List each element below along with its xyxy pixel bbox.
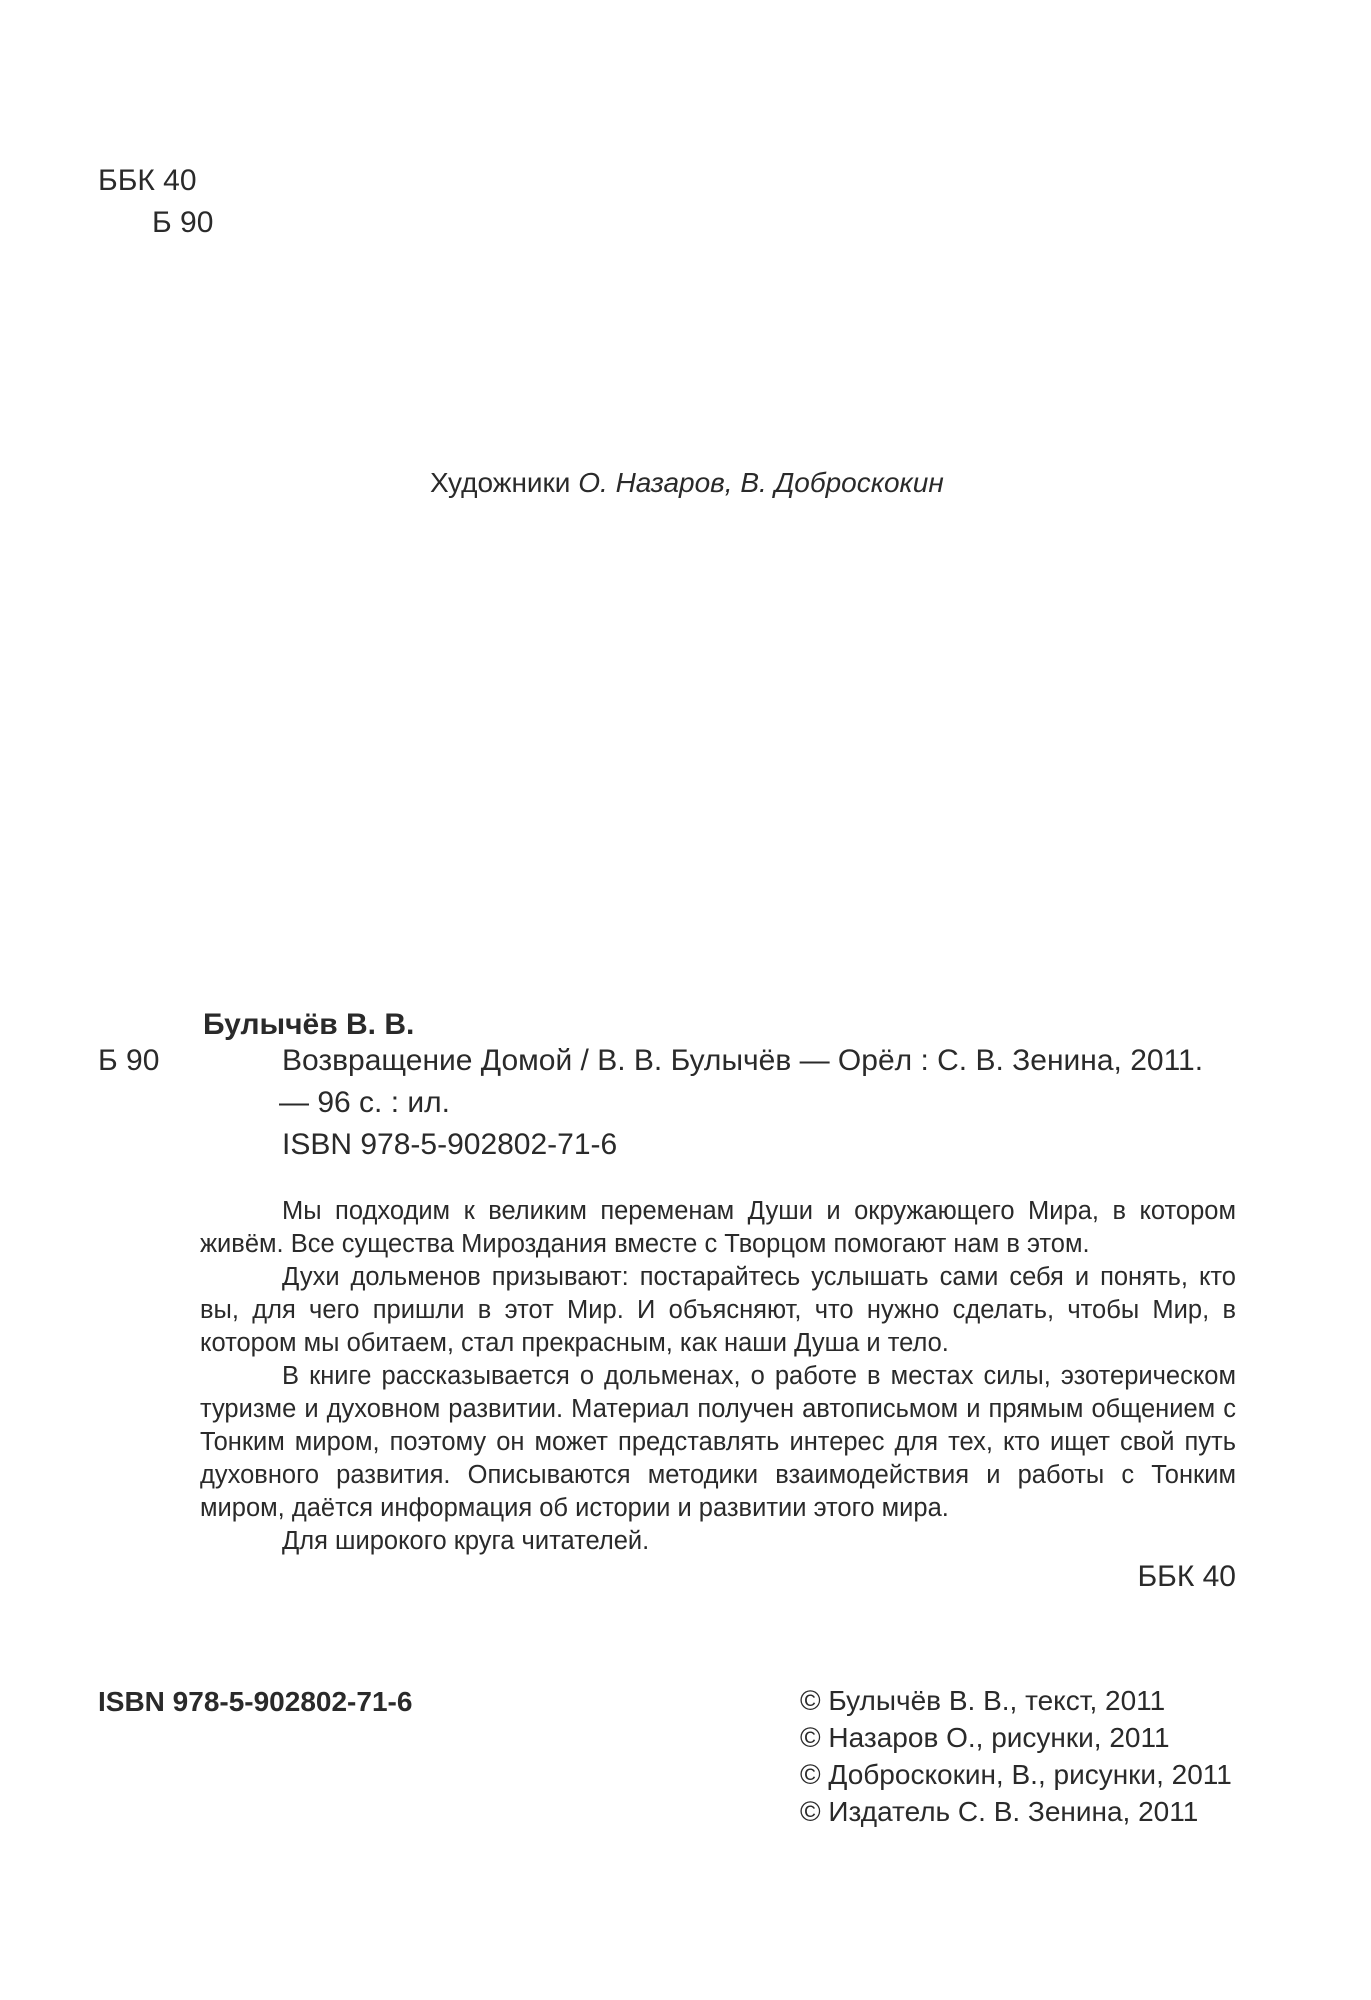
annotation-paragraph: В книге рассказывается о дольменах, о работе в местах силы, эзотерическом туризме и духовном развитии. Материал получен автописьмом и прямым общением с Тонким миром, поэтому он может представлять интерес для тех, кто ищет свой путь духовного развития. Описываются методики взаимодействия и работы с Тонким миром, даётся информация об истории и развитии этого мира. bbox=[200, 1362, 1236, 1522]
author-code-entry: Б 90 bbox=[98, 1044, 160, 1077]
author-heading: Булычёв В. В. bbox=[203, 1008, 415, 1041]
bbk-index: ББК 40 bbox=[98, 164, 197, 197]
classification-block bbox=[98, 160, 213, 244]
annotation-paragraph: Мы подходим к великим переменам Души и окружающего Мира, в котором живём. Все существа Мироздания вместе с Творцом помогают нам в этом. bbox=[200, 1197, 1236, 1258]
artists-label: Художники bbox=[430, 467, 571, 498]
copyright-block bbox=[800, 1682, 1232, 1830]
isbn-footer: ISBN 978-5-902802-71-6 bbox=[98, 1686, 413, 1717]
author-code: Б 90 bbox=[152, 206, 214, 239]
bibliographic-description bbox=[279, 1040, 1204, 1166]
isbn-line: ISBN 978-5-902802-71-6 bbox=[282, 1128, 618, 1161]
artists-names: О. Назаров, В. Доброскокин bbox=[578, 467, 944, 498]
copyright-line: © Назаров О., рисунки, 2011 bbox=[800, 1722, 1170, 1753]
annotation-paragraph: Духи дольменов призывают: постарайтесь услышать сами себя и понять, кто вы, для чего пришли в этот Мир. И объясняют, что нужно сделать, чтобы Мир, в котором мы обитаем, стал прекрасным, как наши Душа и тело. bbox=[200, 1263, 1236, 1357]
title-line: Возвращение Домой / В. В. Булычёв — Орёл : С. В. Зенина, 2011. bbox=[282, 1044, 1204, 1077]
pages-line: — 96 с. : ил. bbox=[279, 1086, 450, 1119]
annotation bbox=[200, 1195, 1236, 1558]
annotation-paragraph: Для широкого круга читателей. bbox=[282, 1527, 650, 1555]
copyright-line: © Булычёв В. В., текст, 2011 bbox=[800, 1685, 1166, 1716]
copyright-line: © Доброскокин, В., рисунки, 2011 bbox=[800, 1759, 1232, 1790]
copyright-line: © Издатель С. В. Зенина, 2011 bbox=[800, 1796, 1199, 1827]
artists-credit bbox=[430, 463, 944, 503]
annotation-bbk: ББК 40 bbox=[1137, 1560, 1236, 1593]
